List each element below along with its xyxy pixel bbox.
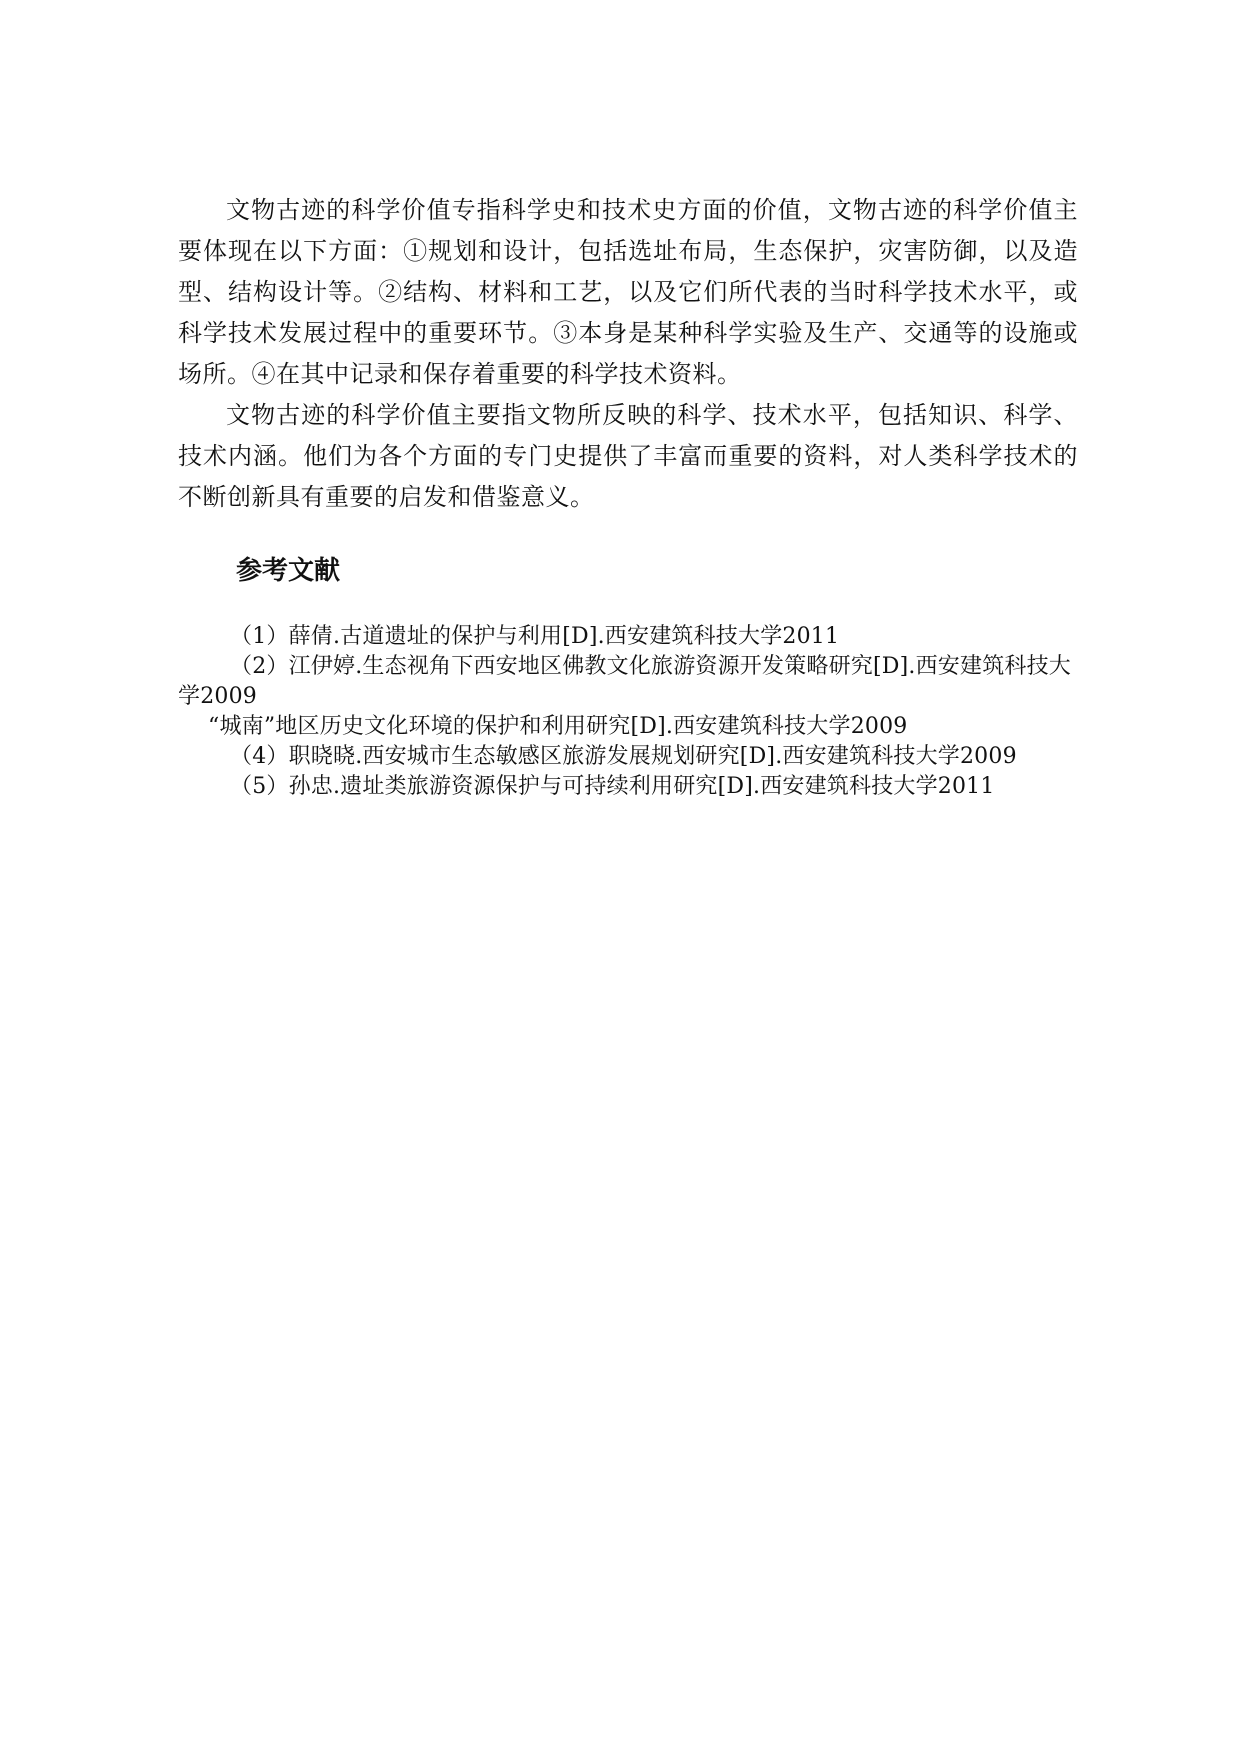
reference-item-2: （2）江伊婷.生态视角下西安地区佛教文化旅游资源开发策略研究[D].西安建筑科技大学2009	[178, 654, 1071, 709]
body-paragraph-1: 文物古迹的科学价值专指科学史和技术史方面的价值，文物古迹的科学价值主要体现在以下方面：①规划和设计，包括选址布局，生态保护，灾害防御，以及造型、结构设计等。②结构、材料和工艺，以及它们所代表的当时科学技术水平，或科学技术发展过程中的重要环节。③本身是某种科学实验及生产、交通等的设施或场所。④在其中记录和保存着重要的科学技术资料。	[178, 196, 1078, 388]
references-heading: 参考文献	[236, 556, 341, 586]
references-list	[178, 622, 1093, 802]
reference-item-3: “城南”地区历史文化环境的保护和利用研究[D].西安建筑科技大学2009	[208, 714, 908, 739]
body-paragraph-2: 文物古迹的科学价值主要指文物所反映的科学、技术水平，包括知识、科学、技术内涵。他们为各个方面的专门史提供了丰富而重要的资料，对人类科学技术的不断创新具有重要的启发和借鉴意义。	[178, 401, 1078, 511]
reference-item-1: （1）薛倩.古道遗址的保护与利用[D].西安建筑科技大学2011	[230, 624, 840, 649]
reference-item-4: （4）职晓晓.西安城市生态敏感区旅游发展规划研究[D].西安建筑科技大学2009	[230, 744, 1017, 769]
body-text	[178, 190, 1078, 518]
reference-item-5: （5）孙忠.遗址类旅游资源保护与可持续利用研究[D].西安建筑科技大学2011	[230, 774, 995, 799]
